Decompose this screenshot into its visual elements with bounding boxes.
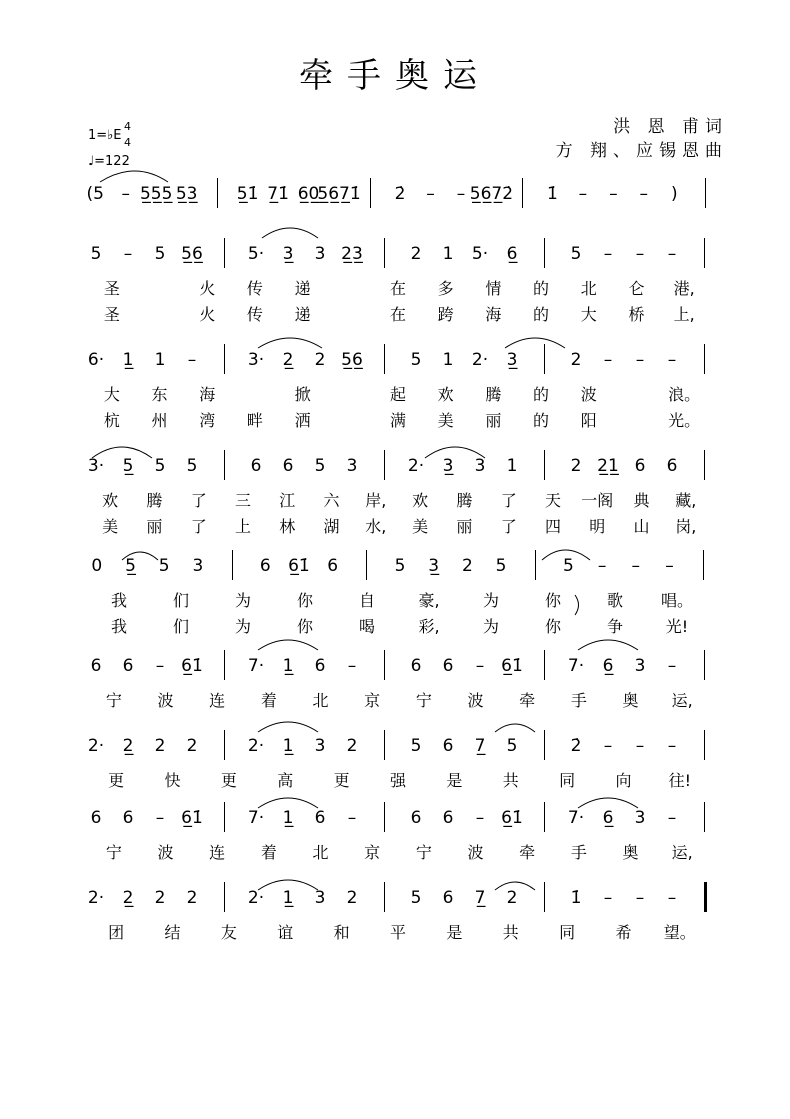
note: 6 [90,808,102,828]
note: 1 [506,456,518,476]
lyric-syllable: 为 [234,617,252,636]
lyric-syllable: 海 [485,305,502,324]
lyric-syllable: 在 [389,305,407,324]
note: – [603,244,613,264]
lyric-syllable: 仑 [628,279,645,298]
lyric-syllable: 你 [296,591,314,610]
lyric-syllable: 传 [246,305,263,324]
note: – [635,350,645,370]
note: 6̲ [602,656,614,676]
note: 3· [87,456,105,476]
lyric-syllable: 友 [220,923,237,942]
lyric-syllable: 水, [365,517,387,536]
lyric-syllable: 上, [673,305,695,324]
lyric-syllable: 北 [312,691,329,710]
note: 5 [410,888,422,908]
lyric-syllable: 我 [110,617,128,636]
lyric-syllable: 递 [294,279,311,298]
note: 6 [314,656,326,676]
lyric-syllable: 情 [485,279,502,298]
lyric-syllable: 腾 [146,491,163,510]
song-title: 牵手奥运 [299,56,491,96]
lyric-syllable: 州 [151,411,168,430]
lyric-syllable: 往! [668,771,692,790]
lyricist-credit: 洪 恩 甫词 [613,117,728,137]
lyric-syllable: 的 [533,385,550,404]
note: 5̲6̲7̲2̇ [469,184,514,204]
note: 3 [346,456,358,476]
lyric-syllable: 阳 [580,411,597,430]
note: 1̲ [122,350,134,370]
note: 2̲ [122,888,134,908]
note: – [667,656,677,676]
lyric-syllable: 桥 [628,305,645,324]
lyric-syllable: 丽 [456,517,473,536]
lyric-syllable: 欢 [102,491,119,510]
lyric-syllable: 北 [580,279,597,298]
lyric-syllable: 多 [437,279,454,298]
note: 5 [394,556,406,576]
lyric-syllable: 林 [279,517,296,536]
lyric-syllable: 牵 [519,843,536,862]
note: – [667,888,677,908]
note: 2 [346,736,358,756]
note: 3 [474,456,486,476]
note: 2̲3̲ [341,244,363,264]
lyric-syllable: 我 [110,591,128,610]
note: 6̲ [506,244,518,264]
note: 3 [192,556,204,576]
lyric-syllable: 波 [157,691,174,710]
note: 6 [442,888,454,908]
lyric-syllable: 东 [151,385,168,404]
note: – [603,736,613,756]
lyric-syllable: 歌 [606,591,624,610]
note: – [475,656,485,676]
lyric-syllable: 了 [190,517,207,536]
note: 5 [158,556,170,576]
note: 5̲6̲ [181,244,203,264]
lyric-syllable: 腾 [456,491,473,510]
lyric-syllable: 希 [615,923,632,942]
note: 2 [346,888,358,908]
lyric-syllable: 跨 [437,305,454,324]
lyric-syllable: 的 [533,279,550,298]
note: 3̲ [442,456,454,476]
note: (5 [86,184,104,204]
lyric-syllable: 丽 [485,411,502,430]
lyric-syllable: 唱。 [660,591,694,610]
lyric-syllable: 光。 [668,411,701,430]
lyric-syllable: 更 [108,771,125,790]
note: 5̲1̇ [236,184,259,204]
lyric-syllable: 波 [467,843,484,862]
lyric-syllable: 为 [234,591,252,610]
lyric-syllable: 强 [389,771,407,790]
note: 2· [407,456,425,476]
note: 3 [314,244,326,264]
note: – [667,350,677,370]
lyric-syllable: 的 [533,411,550,430]
note: 2̲ [282,350,294,370]
note: 7̲1̇ [267,184,289,204]
note: 7· [567,808,585,828]
note: 1 [442,350,454,370]
note: 2 [461,556,473,576]
lyric-syllable: 的 [533,305,550,324]
note: 6 [90,656,102,676]
note: – [578,184,588,204]
lyric-syllable: 江 [279,491,296,510]
lyric-syllable: 手 [570,691,587,710]
note: 3 [314,888,326,908]
lyric-syllable: 争 [606,617,624,636]
note: 5 [186,456,198,476]
note: – [347,808,357,828]
lyric-syllable: 畔 [246,411,263,430]
lyric-syllable: 洒 [294,411,311,430]
lyric-syllable: 传 [246,279,263,298]
note: 3̲ [506,350,518,370]
note: 6 [122,808,134,828]
note: 2· [87,888,105,908]
lyric-syllable: 是 [446,771,463,790]
note: 1̲ [282,808,294,828]
lyric-syllable: 连 [209,843,226,862]
note: 2 [154,888,166,908]
lyric-syllable: 你 [544,591,562,610]
note: 2 [186,736,198,756]
lyric-syllable: 共 [502,771,519,790]
note: 5 [154,244,166,264]
note: 7̲ [474,736,486,756]
note: 6 [442,736,454,756]
note: 6 [410,656,422,676]
note: 3̲ [282,244,294,264]
note: 5̲3̲ [175,184,198,204]
lyric-syllable: 团 [108,923,125,942]
lyric-syllable: 运, [671,691,693,710]
note: 0 [91,556,103,576]
note: 2· [247,736,265,756]
lyric-syllable: 四 [544,517,562,536]
note: 5 [314,456,326,476]
lyric-syllable: 岗, [675,517,697,536]
note: 7· [567,656,585,676]
note: 6̲1̇ [501,808,523,828]
lyric-syllable: 六 [323,491,340,510]
note: 2 [506,888,518,908]
note: – [639,184,649,204]
note: 6· [87,350,105,370]
note: – [603,350,613,370]
lyric-syllable: 和 [333,923,350,942]
note: 6 [327,556,339,576]
lyric-syllable: 京 [364,843,381,862]
lyric-syllable: 喝 [358,617,376,636]
time-signature-top: 4 [124,120,131,133]
note: 5· [471,244,489,264]
lyric-syllable: 是 [446,923,463,942]
lyric-syllable: 着 [260,843,277,862]
lyric-syllable: 上 [234,517,252,536]
lyric-syllable: 了 [500,491,517,510]
note: 1̲ [282,736,294,756]
note: 6̲ [602,808,614,828]
note: 5 [410,736,422,756]
note: 6 [250,456,262,476]
note: 6̲1̇ [181,656,203,676]
note: – [609,184,618,204]
lyric-syllable: 更 [333,771,350,790]
note: 6 [259,556,271,576]
note: – [665,556,674,576]
lyric-syllable: 波 [157,843,174,862]
note: 6 [410,808,422,828]
lyric-syllable: 你 [296,617,314,636]
note: 5̲6̲ [341,350,363,370]
lyric-syllable: 港, [673,279,695,298]
note: 2 [186,888,198,908]
lyric-syllable: 手 [570,843,587,862]
note: 5 [90,244,102,264]
lyric-syllable: 京 [364,691,381,710]
time-signature-bottom: 4 [124,136,131,149]
note: 5̲5̲5̲ [139,184,173,204]
note: 7̲ [474,888,486,908]
lyric-syllable: 美 [102,517,119,536]
note: – [667,736,677,756]
note: – [456,184,466,204]
lyric-syllable: 奥 [622,843,639,862]
note: 5̲6̲7̲1̇ [317,184,361,204]
lyric-syllable: 波 [580,385,597,404]
lyric-syllable: 湖 [323,517,340,536]
lyric-syllable: 在 [389,279,407,298]
lyric-syllable: 美 [412,517,429,536]
lyric-syllable: 向 [615,771,632,790]
lyric-syllable: 大 [580,305,597,324]
note: 2 [570,456,582,476]
note: 6 [666,456,678,476]
note: 2̇ [570,736,582,756]
lyric-syllable: 海 [199,385,216,404]
lyric-syllable: 快 [164,771,181,790]
lyric-syllable: 为 [482,591,500,610]
lyric-syllable: 牵 [519,691,536,710]
lyric-syllable: 平 [389,923,407,942]
note: 2· [87,736,105,756]
lyric-syllable: 同 [559,771,576,790]
note: – [187,350,197,370]
note: 2 [570,350,582,370]
note: 5̲ [125,556,136,576]
lyric-syllable: 圣 [103,305,120,324]
lyric-syllable: 共 [502,923,519,942]
note: 5 [570,244,582,264]
tempo-mark: ♩=122 [88,154,130,169]
lyric-syllable: 岸, [365,491,387,510]
note: – [667,244,677,264]
note: 6 [282,456,294,476]
lyric-syllable: 为 [482,617,500,636]
lyric-syllable: 天 [544,491,562,510]
note: 2̲ [122,736,134,756]
note: 5· [247,244,265,264]
note: – [155,808,165,828]
note: 3 [634,808,646,828]
lyric-syllable: 典 [633,491,650,510]
note: – [597,556,607,576]
note: – [426,184,435,204]
lyric-syllable: 火 [199,279,216,298]
note: 5 [154,456,166,476]
lyric-syllable: 了 [500,517,517,536]
note: – [603,888,613,908]
note: 6 [314,808,326,828]
note: 5̲ [122,456,134,476]
note: 1 [154,350,166,370]
lyric-syllable: 们 [172,591,190,610]
lyric-syllable: 运, [671,843,693,862]
lyric-syllable: 大 [103,385,120,404]
note: 6 [634,456,646,476]
note: ) [670,184,678,204]
note: 1̇ [570,888,582,908]
lyric-syllable: 浪。 [668,385,701,404]
lyric-syllable: 望。 [663,923,696,942]
note: – [635,736,645,756]
note: 1 [442,244,454,264]
note: 6 [442,808,454,828]
lyric-syllable: 更 [220,771,237,790]
note: 6̲0̲ [297,184,320,204]
note: 6 [122,656,134,676]
note: – [631,556,641,576]
lyric-syllable: 结 [164,923,181,942]
note: 3 [634,656,646,676]
note: 1̲ [282,656,294,676]
note: 5 [562,556,574,576]
lyric-syllable: 高 [277,771,294,790]
note: 6̲1̇ [501,656,523,676]
note: – [155,656,165,676]
lyric-syllable: 谊 [277,923,294,942]
lyric-syllable: 满 [389,411,407,430]
lyric-syllable: 腾 [485,385,502,404]
note: 7· [247,656,265,676]
note: 7· [247,808,265,828]
lyric-syllable: 北 [312,843,329,862]
lyric-syllable: 一阁 [581,491,614,510]
note: 2̲1̲ [597,456,619,476]
lyric-syllable: 火 [199,305,216,324]
lyric-syllable: 光! [665,617,689,636]
lyric-syllable: 圣 [103,279,120,298]
lyric-syllable: 宁 [415,843,432,862]
lyric-syllable: 掀 [294,385,311,404]
lyric-syllable: 们 [172,617,190,636]
note: – [635,888,645,908]
note: 6̲1̇ [288,556,310,576]
note: – [475,808,485,828]
note: 3 [314,736,326,756]
key-signature: 1=♭E [88,128,122,143]
note: 2· [247,888,265,908]
note: – [347,656,357,676]
note: 3· [247,350,265,370]
lyric-syllable: 宁 [105,691,122,710]
lyric-syllable: 湾 [199,411,216,430]
note: 6̲1̇ [181,808,203,828]
lyric-syllable: 杭 [103,411,120,430]
lyric-syllable: 彩, [418,617,440,636]
note: 2 [314,350,326,370]
lyric-syllable: 奥 [622,691,639,710]
lyric-syllable: 同 [559,923,576,942]
lyric-syllable: 宁 [105,843,122,862]
lyric-syllable: 欢 [412,491,429,510]
note: 5 [410,350,422,370]
lyric-syllable: 豪, [418,591,440,610]
note: 2· [471,350,489,370]
note: 1̇ [546,184,558,204]
lyric-syllable: 着 [260,691,277,710]
lyric-syllable: 波 [467,691,484,710]
note: 5 [506,736,518,756]
note: 2̇ [394,184,406,204]
note: 3̲ [428,556,440,576]
note: 1̲ [282,888,294,908]
note: 5 [495,556,507,576]
lyric-syllable: 递 [294,305,311,324]
lyric-syllable: 山 [633,517,650,536]
note: – [667,808,677,828]
lyric-syllable: 藏, [675,491,697,510]
lyric-syllable: 三 [234,491,252,510]
lyric-syllable: 欢 [437,385,454,404]
note: – [121,184,130,204]
lyric-syllable: 美 [437,411,454,430]
note: – [123,244,133,264]
composer-credit: 方 翔、应锡恩曲 [555,141,728,161]
lyric-syllable: 连 [209,691,226,710]
lyric-syllable: 起 [389,385,407,404]
lyric-syllable: 自 [358,591,376,610]
lyric-syllable: 明 [589,517,606,536]
note: 2 [154,736,166,756]
note: 2 [410,244,422,264]
lyric-syllable: 宁 [415,691,432,710]
lyric-syllable: 你 [544,617,562,636]
note: 6 [442,656,454,676]
lyric-syllable: 丽 [146,517,163,536]
note: – [635,244,645,264]
lyric-syllable: 了 [190,491,207,510]
